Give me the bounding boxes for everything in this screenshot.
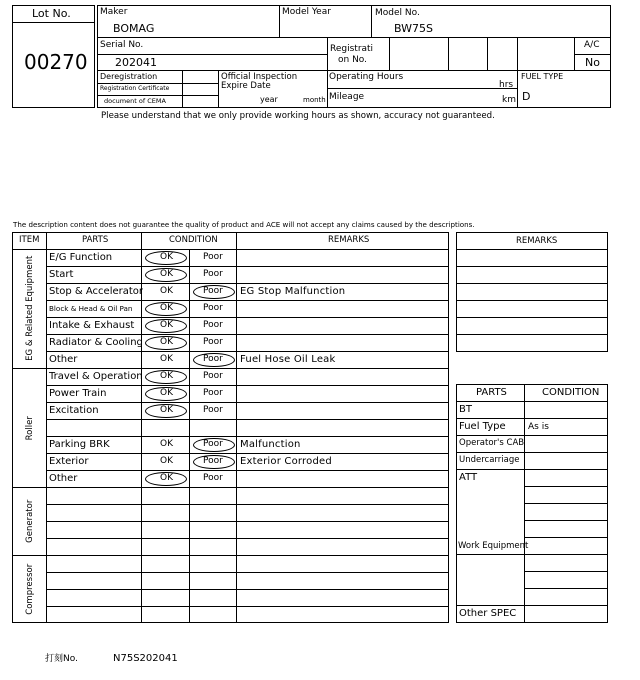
row-ok-option: OK	[160, 286, 173, 296]
row-ok-option: OK	[160, 252, 173, 262]
model-year-label: Model Year	[282, 7, 331, 17]
row-ok-option: OK	[160, 269, 173, 279]
model-no-value: BW75S	[394, 22, 434, 35]
ok-selected-circle	[145, 336, 187, 350]
ac-label: A/C	[584, 40, 600, 50]
row-ok-option: OK	[160, 337, 173, 347]
fuel-type-value: D	[522, 90, 531, 103]
month-label: month	[303, 96, 326, 104]
registration-certificate-label: Registration Certificate	[100, 85, 170, 92]
ok-selected-circle	[145, 251, 187, 265]
row-part-label: Power Train	[49, 388, 107, 399]
row-poor-option: Poor	[203, 473, 223, 483]
mileage-label: Mileage	[329, 92, 365, 102]
operators-cab-label: Operator's CAB	[459, 438, 525, 448]
row-ok-option: OK	[160, 354, 173, 364]
row-part-label: E/G Function	[49, 252, 113, 263]
row-part-label: Other	[49, 473, 78, 484]
row-ok-option: OK	[160, 320, 173, 330]
row-poor-option: Poor	[203, 286, 223, 296]
ok-selected-circle	[145, 319, 187, 333]
registration-no-label-2: on No.	[338, 55, 368, 65]
row-poor-option: Poor	[203, 269, 223, 279]
col-parts-header: PARTS	[82, 235, 109, 245]
inspection-label-2: Expire Date	[221, 81, 271, 91]
year-label: year	[260, 95, 278, 104]
ok-selected-circle	[145, 404, 187, 418]
row-poor-option: Poor	[203, 320, 223, 330]
right-remarks-header: REMARKS	[516, 236, 558, 246]
group-eg-label: EG & Related Equipment	[24, 255, 35, 361]
row-poor-option: Poor	[203, 252, 223, 262]
disclaimer: The description content does not guarantee the quality of product and ACE will not accept any claims caused by the descriptions.	[13, 220, 475, 229]
row-part-label: Start	[49, 269, 74, 280]
row-poor-option: Poor	[203, 405, 223, 415]
row-remark: Malfunction	[240, 439, 301, 450]
operating-hours-label: Operating Hours	[329, 72, 404, 82]
poor-selected-circle	[193, 438, 235, 452]
row-part-label: Excitation	[49, 405, 99, 416]
row-part-label: Radiator & Cooling	[49, 337, 143, 348]
row-part-label: Parking BRK	[49, 439, 110, 450]
row-part-label: Travel & Operation	[49, 371, 143, 382]
col-remarks-header: REMARKS	[328, 235, 370, 245]
serial-no-label: Serial No.	[100, 40, 144, 50]
row-poor-option: Poor	[203, 337, 223, 347]
row-ok-option: OK	[160, 456, 173, 466]
bt-label: BT	[459, 404, 472, 415]
row-part-label: Exterior	[49, 456, 89, 467]
ok-selected-circle	[145, 472, 187, 486]
hrs-label: hrs	[499, 80, 514, 90]
hours-notice: Please understand that we only provide working hours as shown, accuracy not guaranteed.	[101, 111, 495, 121]
cema-label: document of CEMA	[104, 97, 166, 105]
row-part-label: Other	[49, 354, 78, 365]
km-label: km	[502, 95, 516, 105]
engraving-label: 打刻No.	[45, 654, 78, 664]
model-no-label: Model No.	[375, 8, 420, 18]
row-ok-option: OK	[160, 439, 173, 449]
att-label: ATT	[459, 472, 478, 483]
group-compressor-label: Compressor	[24, 563, 35, 615]
group-roller-label: Roller	[24, 416, 35, 441]
right-parts-header: PARTS	[476, 387, 507, 398]
right-condition-header: CONDITION	[542, 387, 600, 398]
ok-selected-circle	[145, 268, 187, 282]
registration-no-label-1: Registrati	[330, 44, 374, 54]
poor-selected-circle	[193, 285, 235, 299]
row-poor-option: Poor	[203, 371, 223, 381]
maker-value: BOMAG	[113, 22, 155, 35]
row-poor-option: Poor	[203, 354, 223, 364]
ok-selected-circle	[145, 370, 187, 384]
other-spec-label: Other SPEC	[459, 608, 517, 619]
lot-no-value: 00270	[24, 50, 88, 74]
row-poor-option: Poor	[203, 388, 223, 398]
row-part-label: Block & Head & Oil Pan	[49, 304, 133, 313]
inspection-label-1: Official Inspection	[221, 72, 298, 82]
row-ok-option: OK	[160, 405, 173, 415]
work-equipment-label: Work Equipment	[458, 541, 529, 551]
row-ok-option: OK	[160, 303, 173, 313]
row-remark: EG Stop Malfunction	[240, 286, 346, 297]
row-poor-option: Poor	[203, 456, 223, 466]
row-poor-option: Poor	[203, 439, 223, 449]
deregistration-label: Deregistration	[100, 72, 158, 81]
maker-label: Maker	[100, 7, 128, 17]
col-item-header: ITEM	[19, 235, 40, 245]
poor-selected-circle	[193, 353, 235, 367]
row-poor-option: Poor	[203, 303, 223, 313]
fuel-type-row-value: As is	[528, 422, 549, 432]
row-ok-option: OK	[160, 388, 173, 398]
serial-no-value: 202041	[115, 56, 157, 69]
row-part-label: Stop & Accelerator	[49, 286, 144, 297]
row-remark: Fuel Hose Oil Leak	[240, 354, 336, 365]
fuel-type-row-label: Fuel Type	[459, 421, 506, 432]
row-remark: Exterior Corroded	[240, 456, 332, 467]
ok-selected-circle	[145, 387, 187, 401]
engraving-value: N75S202041	[113, 653, 178, 664]
lot-no-label: Lot No.	[32, 7, 71, 20]
group-generator-label: Generator	[24, 499, 35, 543]
row-ok-option: OK	[160, 473, 173, 483]
col-condition-header: CONDITION	[169, 235, 218, 245]
ok-selected-circle	[145, 302, 187, 316]
row-part-label: Intake & Exhaust	[49, 320, 135, 331]
fuel-type-label: FUEL TYPE	[521, 72, 564, 81]
undercarriage-label: Undercarriage	[459, 455, 520, 465]
row-ok-option: OK	[160, 371, 173, 381]
ac-value: No	[585, 56, 600, 69]
poor-selected-circle	[193, 455, 235, 469]
